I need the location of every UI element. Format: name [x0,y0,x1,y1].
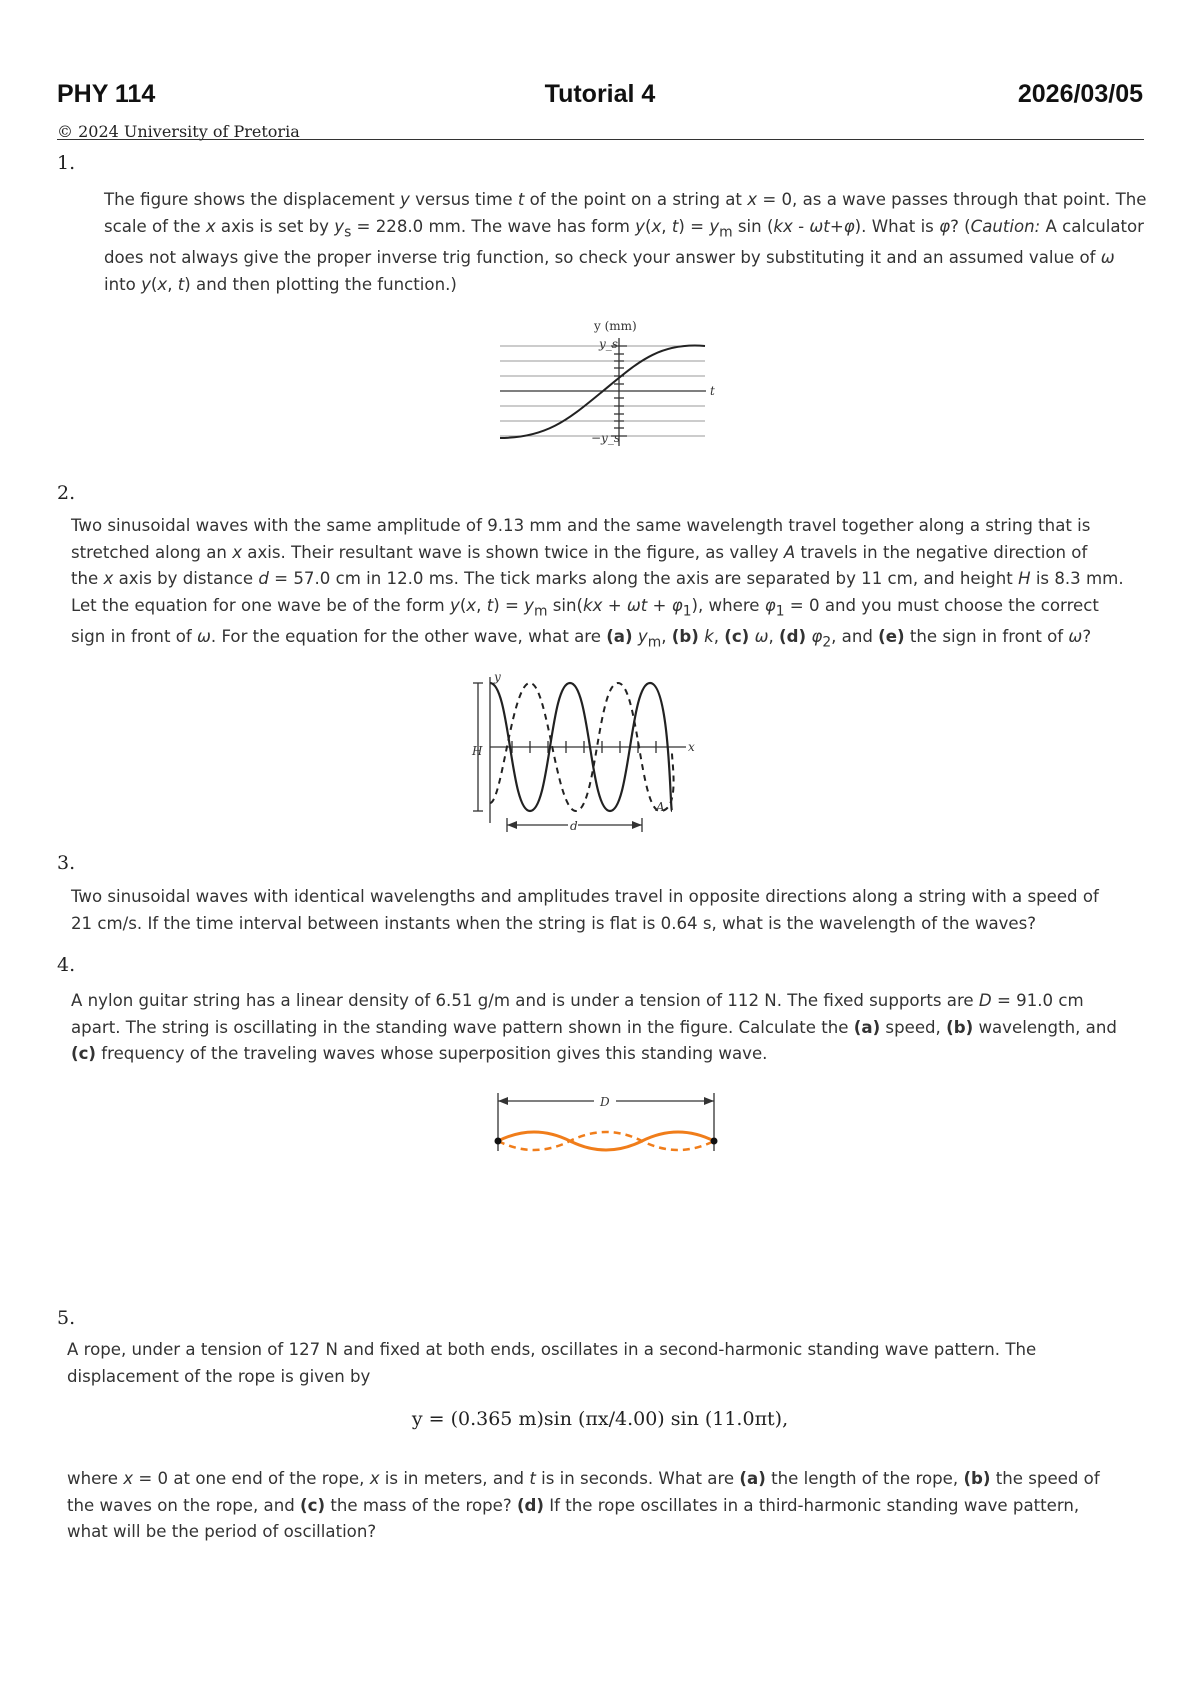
text-line: Let the equation for one wave be of the form y(x, $t) = y_m$ $\sin(kx + \omega t + \varphi_1)$, where $\varphi_1 = 0$ and you must choose the correct [71,595,1099,619]
text-line: The figure shows the displacement y versus time t of the point on a string at x = 0, as a wave passes through that point. The [104,190,1147,209]
ys-tick-label: y_s [599,337,618,351]
valley-label: A [656,800,665,814]
text-line: (c) frequency of the traveling waves whose superposition gives this standing wave. [71,1044,768,1063]
height-label: H [472,744,483,758]
t-axis-label: t [710,384,715,398]
header-rule [57,139,1144,140]
copyright: © 2024 University of Pretoria [57,122,300,141]
question-4-text [71,988,1117,1068]
text-line: does not always give the proper inverse trig function, so check your answer by substituting it and an assumed value of ω [104,248,1115,268]
date: 2026/03/05 [1017,80,1143,108]
text-line: A rope, under a tension of 127 N and fixed at both ends, oscillates in a second-harmonic standing wave pattern. The [67,1340,1037,1359]
question-5-number: 5. [57,1307,76,1329]
displacement-equation: y = (0.365 m)sin (πx/4.00) sin (11.0πt), [411,1408,789,1430]
question-1-number: 1. [57,152,76,174]
x-axis-label: x [688,740,695,754]
text-line: the x axis by distance d = 57.0 cm in 12.0 ms. The tick marks along the axis are separated by 11 cm, and height H is 8.3 mm. [71,569,1124,588]
question-4-figure [494,1085,719,1155]
text-line: Two sinusoidal waves with the same amplitude of 9.13 mm and the same wavelength travel together along a string that is [71,516,1091,535]
text-line: A nylon guitar string has a linear density of 6.51 g/m and is under a tension of 112 N. The fixed supports are D = 91.0 cm [71,991,1084,1010]
distance-label: D [600,1095,610,1109]
question-3-number: 3. [57,852,76,874]
text-line: displacement of the rope is given by [67,1366,371,1386]
text-line: 21 cm/s. If the time interval between instants when the string is flat is 0.64 s, what is the wavelength of the waves? [71,913,1037,933]
page-title: Tutorial 4 [544,80,656,108]
question-2-text [71,513,1124,656]
question-2-number: 2. [57,482,76,504]
displacement-curve [500,346,705,438]
text-line: into y(x, t) and then plotting the function.) [104,274,457,294]
text-line: what will be the period of oscillation? [67,1522,377,1541]
text-line: Two sinusoidal waves with identical wavelengths and amplitudes travel in opposite directions along a string with a speed of [71,887,1099,906]
y-axis-label: y [494,670,501,684]
standing-wave-dashed [498,1132,714,1150]
text-line: where x = 0 at one end of the rope, x is in meters, and t is in seconds. What are (a) the length of the rope, (b) the speed of [67,1469,1100,1488]
question-4-number: 4. [57,954,76,976]
right-support [711,1138,718,1145]
distance-label: d [570,819,578,833]
text-line: sign in front of ω. For the equation for the other wave, what are (a) $y_m$, (b) k, (c) ω, (d) $\varphi_2$, and (e) the sign in front of ω? [71,627,1092,651]
standing-wave-solid [498,1132,714,1150]
neg-ys-tick-label: −y_s [591,431,620,445]
text-line: apart. The string is oscillating in the standing wave pattern shown in the figure. Calculate the (a) speed, (b) wavelength, and [71,1017,1117,1037]
question-1-text [104,187,1146,298]
question-5-text [67,1337,1036,1390]
text-line: scale of the x axis is set by $y_s = 228.0$ mm. The wave has form y(x, $t) = y_m$ sin (kx - ωt+φ). What is φ? (Caution: A calculator [104,216,1144,240]
question-1-figure [498,318,718,448]
question-2-figure [472,670,712,838]
text-line: stretched along an x axis. Their resultant wave is shown twice in the figure, as valley A travels in the negative direction of [71,542,1088,562]
question-5-text-continued [67,1466,1100,1546]
question-3-text [71,884,1099,937]
text-line: the waves on the rope, and (c) the mass of the rope? (d) If the rope oscillates in a third-harmonic standing wave pattern, [67,1495,1080,1515]
y-axis-label: y (mm) [594,319,637,333]
left-support [495,1138,502,1145]
course-code: PHY 114 [57,80,156,108]
